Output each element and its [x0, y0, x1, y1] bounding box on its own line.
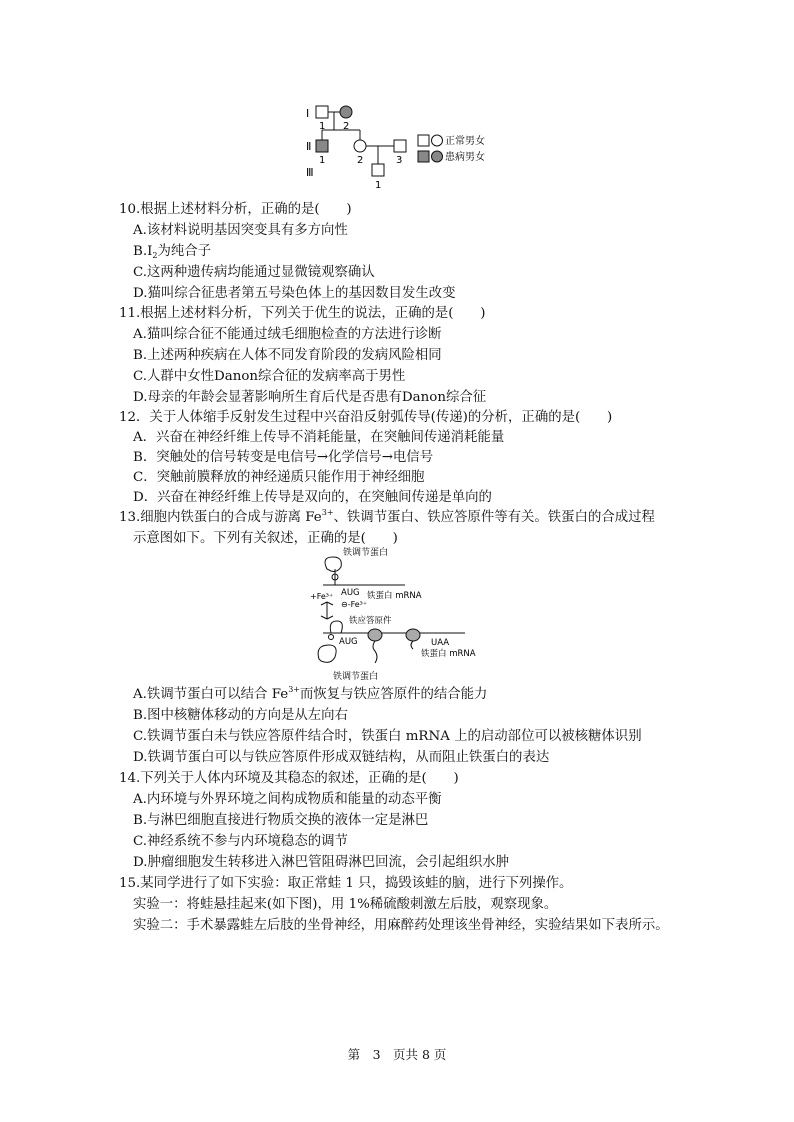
q13-option-c: C.铁调节蛋白未与铁应答原件结合时，铁蛋白 mRNA 上的启动部位可以被核糖体识别	[133, 729, 642, 744]
q14-option-d: D.肿瘤细胞发生转移进入淋巴管阻碍淋巴回流，会引起组织水肿	[133, 855, 510, 870]
svg-text:铁蛋白 mRNA: 铁蛋白 mRNA	[421, 649, 476, 659]
svg-text:铁蛋白 mRNA: 铁蛋白 mRNA	[367, 591, 422, 601]
q11-option-c: C.人群中女性Danon综合征的发病率高于男性	[133, 369, 406, 384]
q13-stem-line1: 13.细胞内铁蛋白的合成与游离 $Fe^{3+}$、铁调节蛋白、铁应答原件等有关。铁蛋白的合成过程	[119, 508, 655, 525]
svg-text:3: 3	[396, 155, 403, 166]
q13-option-a: A.铁调节蛋白可以结合 $Fe^{3+}$而恢复与铁应答原件的结合能力	[133, 685, 488, 702]
ribosome-2	[406, 629, 420, 641]
i2-affected-female	[340, 106, 352, 118]
svg-text:1: 1	[319, 121, 326, 132]
svg-text:AUG: AUG	[339, 637, 358, 647]
svg-text:2: 2	[357, 155, 364, 166]
i1-normal-male	[316, 106, 328, 118]
gen-label-1: Ⅰ	[306, 107, 310, 120]
svg-text:2: 2	[343, 121, 350, 132]
iron-reg-protein-top-shape	[325, 557, 341, 572]
label-iron-reg-protein-bottom: 铁调节蛋白	[333, 672, 379, 682]
iron-reg-protein-bottom-shape	[318, 645, 336, 662]
pedigree-diagram	[300, 100, 510, 192]
q10-stem: 10.根据上述材料分析，正确的是( )	[119, 202, 352, 217]
q14-stem: 14.下列关于人体内环境及其稳态的叙述，正确的是( )	[119, 771, 459, 786]
ii2-normal-female	[354, 140, 366, 152]
q10-option-b: $B.Ⅰ_2$为纯合子	[133, 244, 212, 260]
legend-normal: 正常男女	[445, 136, 485, 147]
gen-label-3: Ⅲ	[306, 166, 314, 179]
q14-option-a: A.内环境与外界环境之间构成物质和能量的动态平衡	[133, 792, 442, 807]
svg-text:铁应答原件: 铁应答原件	[349, 616, 392, 626]
svg-text:AUG: AUG	[341, 588, 360, 598]
page-footer: 第 3 页共 8 页	[347, 1047, 447, 1062]
q11-option-b: B.上述两种疾病在人体不同发育阶段的发病风险相同	[133, 348, 442, 363]
ii1-affected-male	[316, 140, 328, 152]
legend-affected: 患病男女	[445, 152, 485, 163]
label-iron-reg-protein-top: 铁调节蛋白	[343, 548, 389, 558]
iii1-normal-male	[372, 164, 384, 176]
q13-option-d: D.铁调节蛋白可以与铁应答原件形成双链结构，从而阻止铁蛋白的表达	[133, 750, 550, 765]
ribosome-1	[368, 629, 382, 641]
svg-text:1: 1	[375, 180, 382, 191]
q15-experiment-2: 实验二：手术暴露蛙左后肢的坐骨神经，用麻醉药处理该坐骨神经，实验结果如下表所示。	[133, 918, 669, 933]
q12-option-b: B．突触处的信号转变是电信号→化学信号→电信号	[133, 450, 434, 465]
q11-stem: 11.根据上述材料分析，下列关于优生的说法，正确的是( )	[119, 306, 486, 321]
q12-option-a: A．兴奋在神经纤维上传导不消耗能量，在突触间传递消耗能量	[133, 430, 505, 445]
q15-experiment-1: 实验一：将蛙悬挂起来(如下图)，用 1%稀硫酸刺激左后肢，观察现象。	[133, 897, 558, 912]
q10-option-a: A.该材料说明基因突变具有多方向性	[133, 223, 348, 238]
svg-text:1: 1	[319, 155, 326, 166]
ii3-normal-male	[394, 140, 406, 152]
q11-option-d: D.母亲的年龄会显著影响所生育后代是否患有Danon综合征	[133, 390, 487, 405]
q12-option-c: C．突触前膜释放的神经递质只能作用于神经细胞	[133, 470, 425, 485]
q10-option-c: C.这两种遗传病均能通过显微镜观察确认	[133, 265, 375, 280]
svg-text:UAA: UAA	[431, 638, 450, 648]
ferritin-synthesis-diagram	[305, 547, 505, 685]
q12-option-d: D．兴奋在神经纤维上传导是双向的，在突触间传递是单向的	[133, 490, 492, 505]
q15-stem: 15.某同学进行了如下实验：取正常蛙 1 只，捣毁该蛙的脑，进行下列操作。	[119, 876, 573, 891]
gen-label-2: Ⅱ	[306, 140, 312, 153]
q11-option-a: A.猫叫综合征不能通过绒毛细胞检查的方法进行诊断	[133, 327, 442, 342]
q13-stem-line2: 示意图如下。下列有关叙述，正确的是( )	[133, 531, 398, 546]
q14-option-b: B.与淋巴细胞直接进行物质交换的液体一定是淋巴	[133, 813, 429, 828]
svg-text:+Fe³⁺: +Fe³⁺	[310, 592, 334, 601]
q14-option-c: C.神经系统不参与内环境稳态的调节	[133, 834, 348, 849]
q12-stem: 12．关于人体缩手反射发生过程中兴奋沿反射弧传导(传递)的分析，正确的是( )	[119, 410, 613, 425]
svg-text:⊖-Fe³⁺: ⊖-Fe³⁺	[341, 600, 368, 609]
q10-option-d: D.猫叫综合征患者第五号染色体上的基因数目发生改变	[133, 286, 456, 301]
q13-option-b: B.图中核糖体移动的方向是从左向右	[133, 708, 348, 723]
